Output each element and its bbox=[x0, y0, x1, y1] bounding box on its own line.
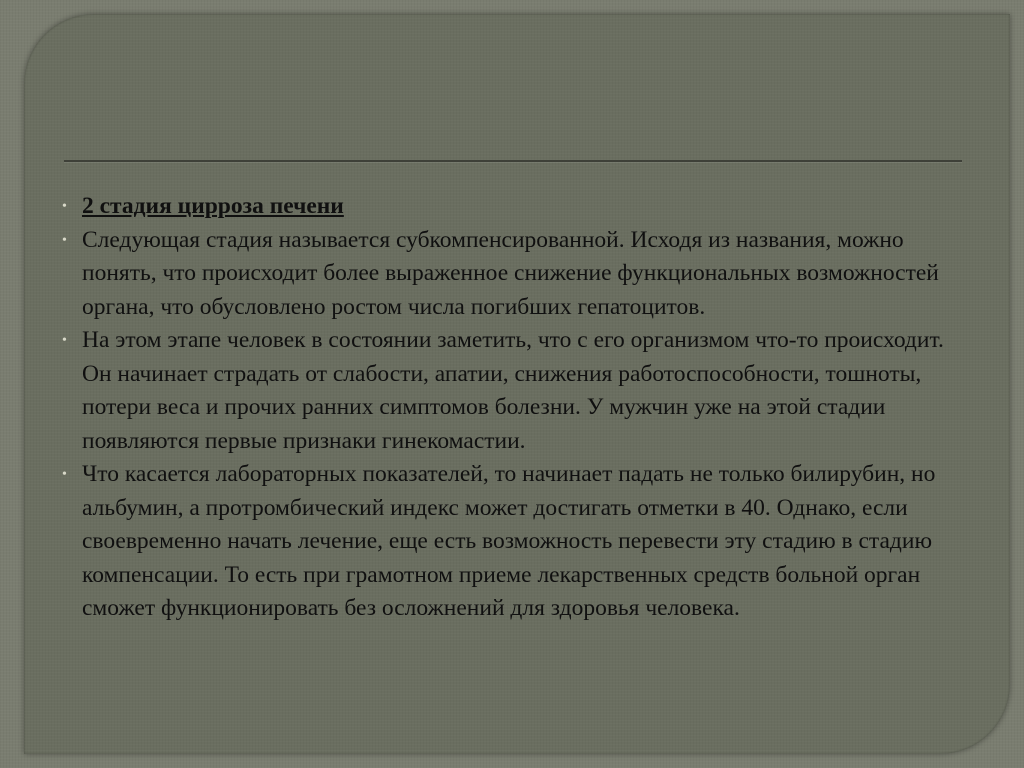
bullet-marker: • bbox=[62, 467, 67, 482]
paragraph-text: Следующая стадия называется субкомпенсированной. Исходя из названия, можно понять, что происходит более выраженное снижение функциональных возможностей органа, что обусловлено ростом числа погибших гепатоцитов. bbox=[82, 226, 939, 320]
bullet-item bbox=[62, 324, 962, 458]
bullet-marker: • bbox=[62, 199, 67, 214]
slide-heading: 2 стадия цирроза печени bbox=[82, 193, 344, 219]
bullet-item-heading bbox=[62, 190, 962, 224]
bullet-item bbox=[62, 224, 962, 325]
bullet-marker: • bbox=[62, 232, 67, 248]
bullet-marker: • bbox=[62, 333, 67, 348]
paragraph-text: Что касается лабораторных показателей, то начинает падать не только билирубин, но альбумин, а протромбический индекс может достигать отметки в 40. Однако, если своевременно начать лечение, еще есть возможность перевести эту стадию в стадию компенсации. То есть при грамотном приеме лекарственных средств больной орган сможет функционировать без осложнений для здоровья человека. bbox=[82, 461, 936, 621]
paragraph-text: На этом этапе человек в состоянии заметить, что с его организмом что-то происходит. Он начинает страдать от слабости, апатии, снижения работоспособности, тошноты, потери веса и прочих ранних симптомов болезни. У мужчин уже на этой стадии появляются первые признаки гинекомастии. bbox=[82, 327, 944, 454]
bullet-list bbox=[62, 190, 962, 626]
title-divider bbox=[64, 160, 962, 162]
bullet-item bbox=[62, 458, 962, 626]
